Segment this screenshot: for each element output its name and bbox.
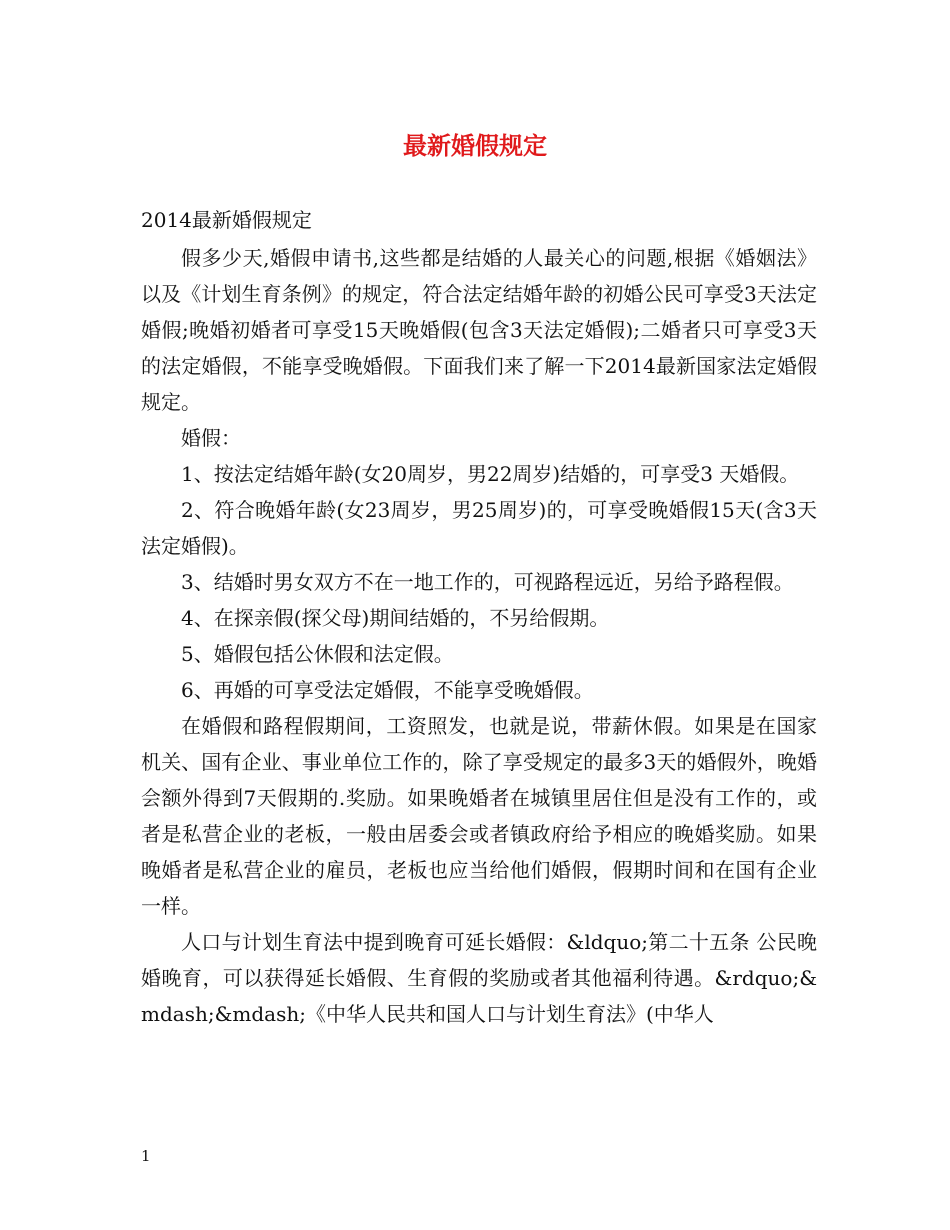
document-title: 最新婚假规定 bbox=[403, 131, 547, 160]
paragraph-heading: 婚假： bbox=[181, 426, 241, 450]
list-item-5: 5、婚假包括公休假和法定假。 bbox=[181, 642, 454, 666]
list-item-6: 6、再婚的可享受法定婚假，不能享受晚婚假。 bbox=[181, 678, 594, 702]
paragraph-law: 人口与计划生育法中提到晚育可延长婚假：&ldquo;第二十五条 公民晚婚晚育，可以获得延长婚假、生育假的奖励或者其他福利待遇。&rdquo;&mdash;&mdash;《中华人民共和国人口与计划生育法》(中华人 bbox=[141, 930, 817, 1026]
document-subtitle: 2014最新婚假规定 bbox=[141, 208, 312, 232]
list-item-3: 3、结婚时男女双方不在一地工作的，可视路程远近，另给予路程假。 bbox=[181, 570, 794, 594]
page-number: 1 bbox=[141, 1147, 151, 1165]
list-item-2: 2、符合晚婚年龄(女23周岁，男25周岁)的，可享受晚婚假15天(含3天法定婚假)。 bbox=[141, 498, 817, 558]
list-item-4: 4、在探亲假(探父母)期间结婚的，不另给假期。 bbox=[181, 606, 610, 630]
document-body bbox=[141, 240, 817, 1032]
paragraph-intro: 假多少天,婚假申请书,这些都是结婚的人最关心的问题,根据《婚姻法》以及《计划生育条例》的规定，符合法定结婚年龄的初婚公民可享受3天法定婚假;晚婚初婚者可享受15天晚婚假(包含3天法定婚假);二婚者只可享受3天的法定婚假，不能享受晚婚假。下面我们来了解一下2014最新国家法定婚假规定。 bbox=[141, 246, 817, 414]
paragraph-salary: 在婚假和路程假期间，工资照发，也就是说，带薪休假。如果是在国家机关、国有企业、事业单位工作的，除了享受规定的最多3天的婚假外，晚婚会额外得到7天假期的.奖励。如果晚婚者在城镇里居住但是没有工作的，或者是私营企业的老板，一般由居委会或者镇政府给予相应的晚婚奖励。如果晚婚者是私营企业的雇员，老板也应当给他们婚假，假期时间和在国有企业一样。 bbox=[141, 714, 817, 918]
list-item-1: 1、按法定结婚年龄(女20周岁，男22周岁)结婚的，可享受3 天婚假。 bbox=[181, 462, 800, 486]
